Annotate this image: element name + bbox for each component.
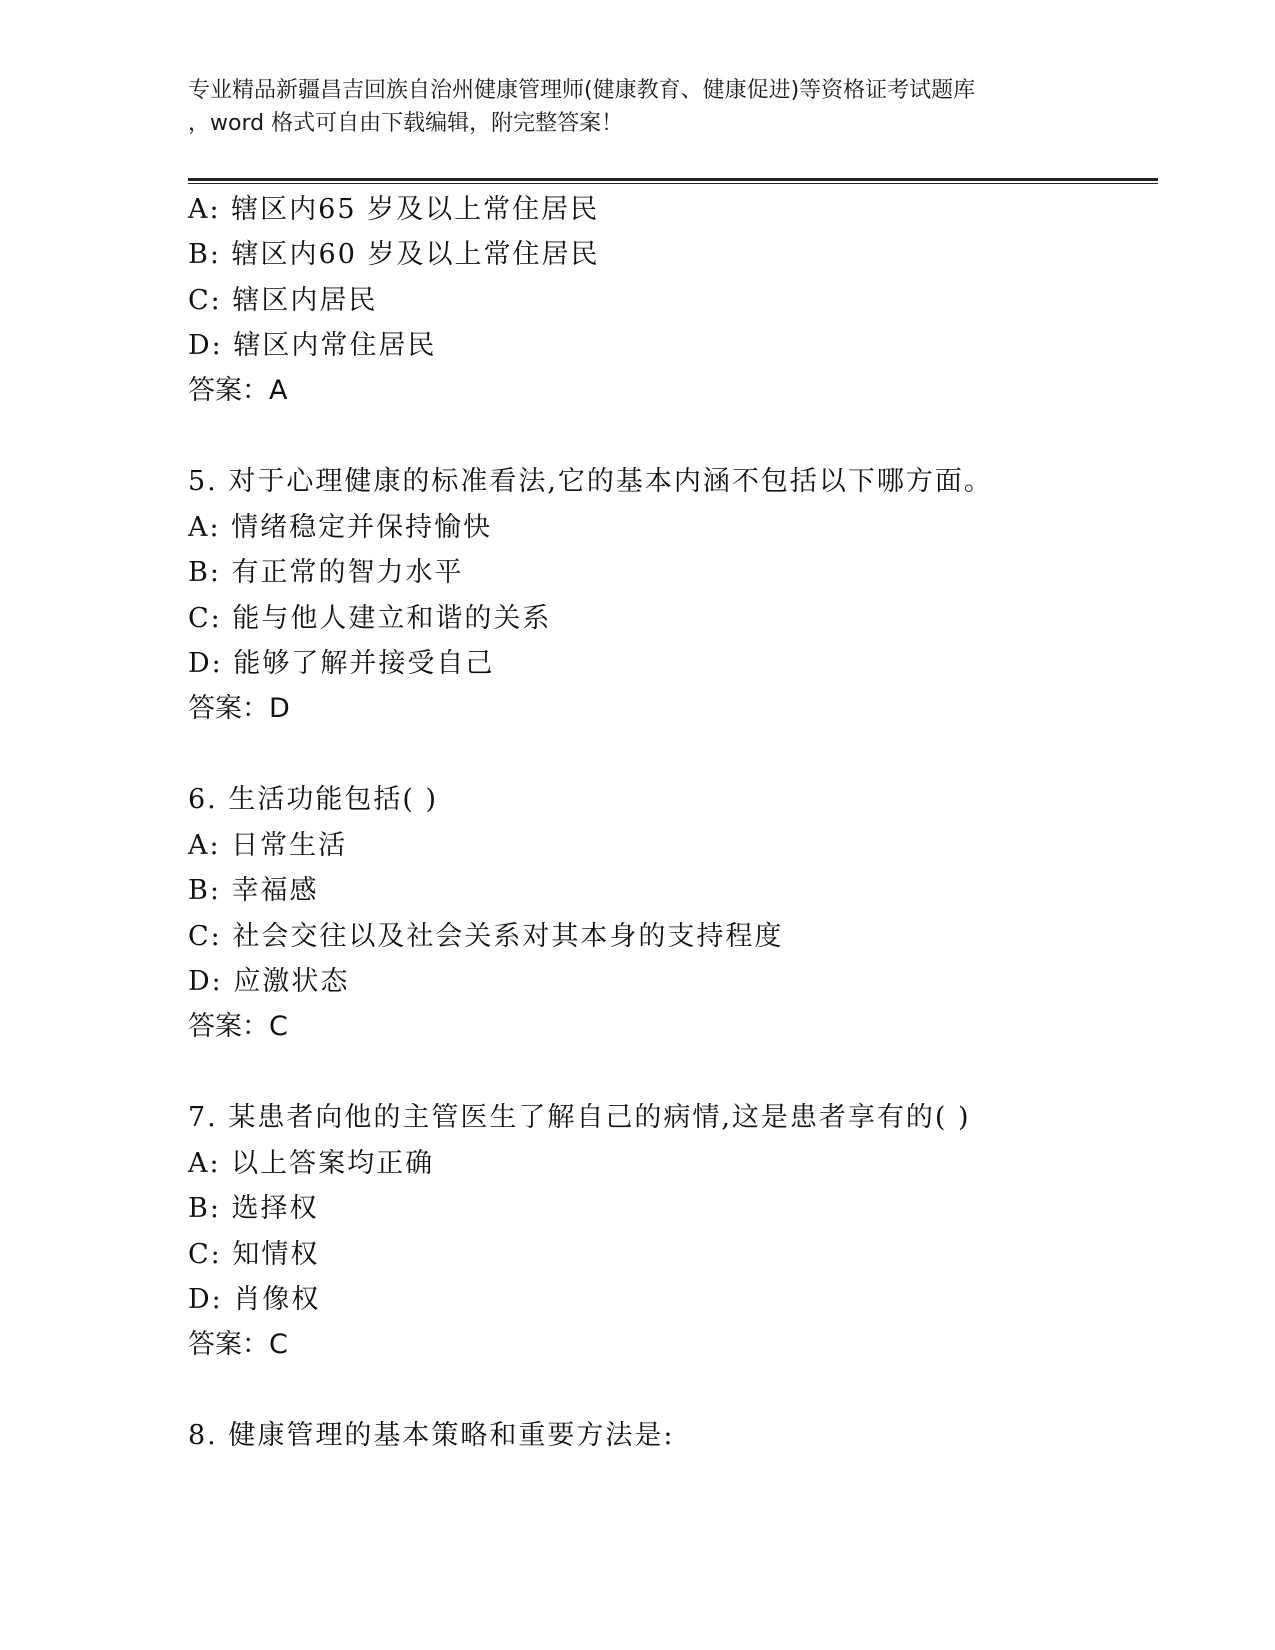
header-line-1: 专业精品新疆昌吉回族自治州健康管理师(健康教育、健康促进)等资格证考试题库 <box>188 78 976 103</box>
answer: 答案：C <box>188 1011 288 1042</box>
header-rule-thin <box>188 183 1158 184</box>
option-a: A: 辖区内65 岁及以上常住居民 <box>188 194 600 225</box>
answer: 答案：C <box>188 1329 288 1360</box>
option-c: C: 社会交往以及社会关系对其本身的支持程度 <box>188 921 784 952</box>
option-c: C: 知情权 <box>188 1239 320 1270</box>
option-b: B: 有正常的智力水平 <box>188 557 464 588</box>
option-d: D: 能够了解并接受自己 <box>188 648 495 679</box>
option-a: A: 以上答案均正确 <box>188 1148 435 1179</box>
option-d: D: 应激状态 <box>188 966 350 997</box>
option-c: C: 辖区内居民 <box>188 285 378 316</box>
answer: 答案：A <box>188 375 288 406</box>
question-stem: 7. 某患者向他的主管医生了解自己的病情,这是患者享有的( ) <box>188 1102 971 1133</box>
option-a: A: 日常生活 <box>188 830 348 861</box>
document-header <box>188 74 1088 140</box>
option-b: B: 幸福感 <box>188 875 319 906</box>
answer: 答案：D <box>188 693 290 724</box>
question-stem: 6. 生活功能包括( ) <box>188 784 438 815</box>
option-b: B: 选择权 <box>188 1193 319 1224</box>
question-stem: 8. 健康管理的基本策略和重要方法是: <box>188 1420 675 1451</box>
option-c: C: 能与他人建立和谐的关系 <box>188 603 552 634</box>
header-rule-thick <box>188 178 1158 181</box>
option-a: A: 情绪稳定并保持愉快 <box>188 512 493 543</box>
question-stem: 5. 对于心理健康的标准看法,它的基本内涵不包括以下哪方面。 <box>188 466 993 497</box>
header-line-2: ，word 格式可自由下载编辑，附完整答案！ <box>188 111 624 136</box>
option-d: D: 肖像权 <box>188 1284 321 1315</box>
option-b: B: 辖区内60 岁及以上常住居民 <box>188 239 600 270</box>
option-d: D: 辖区内常住居民 <box>188 330 437 361</box>
